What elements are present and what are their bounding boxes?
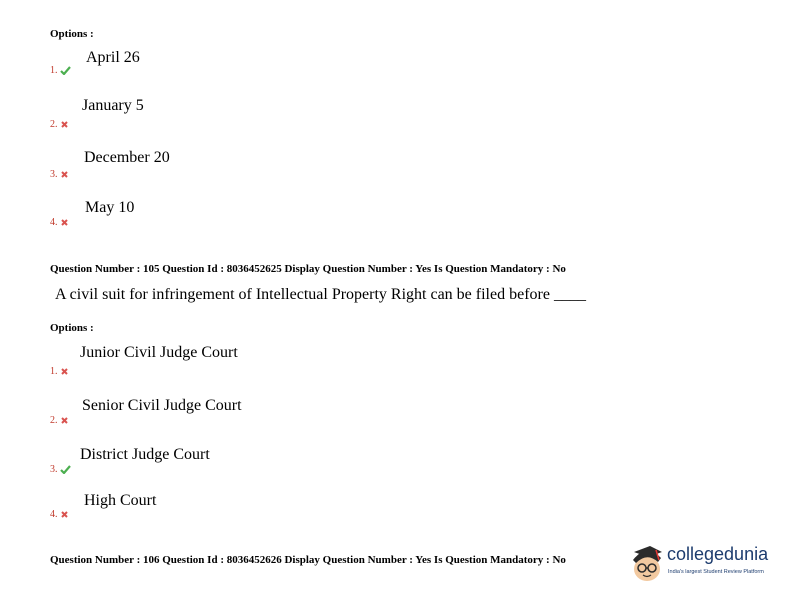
logo-tagline: India's largest Student Review Platform [668,569,764,575]
option-text: May 10 [85,199,135,216]
option-text: Junior Civil Judge Court [80,344,238,361]
option-text: High Court [84,492,157,509]
question-text: A civil suit for infringement of Intellectual Property Right can be filed before ____ [55,286,586,303]
option-number: 2. [50,410,68,429]
check-icon [60,461,71,479]
option-text: Senior Civil Judge Court [82,397,242,414]
option-text: April 26 [86,49,140,66]
cross-icon [61,411,68,429]
check-icon [60,62,71,80]
mascot-icon [628,540,666,584]
question-meta: Question Number : 105 Question Id : 8036452625 Display Question Number : Yes Is Question Mandatory : No [50,263,566,275]
cross-icon [61,213,68,231]
option-text: District Judge Court [80,446,210,463]
option-number: 1. [50,361,68,380]
options-header: Options : [50,322,94,334]
cross-icon [61,165,68,183]
collegedunia-logo [628,540,778,584]
question-meta: Question Number : 106 Question Id : 8036452626 Display Question Number : Yes Is Question Mandatory : No [50,554,566,566]
option-number: 1. [50,60,71,80]
cross-icon [61,362,68,380]
cross-icon [61,505,68,523]
options-header: Options : [50,28,94,40]
option-text: December 20 [84,149,170,166]
option-text: January 5 [82,97,144,114]
option-number: 2. [50,114,68,133]
option-number: 4. [50,212,68,231]
logo-wordmark: collegedunia [667,544,769,564]
option-number: 4. [50,504,68,523]
option-number: 3. [50,164,68,183]
cross-icon [61,115,68,133]
option-number: 3. [50,459,71,479]
